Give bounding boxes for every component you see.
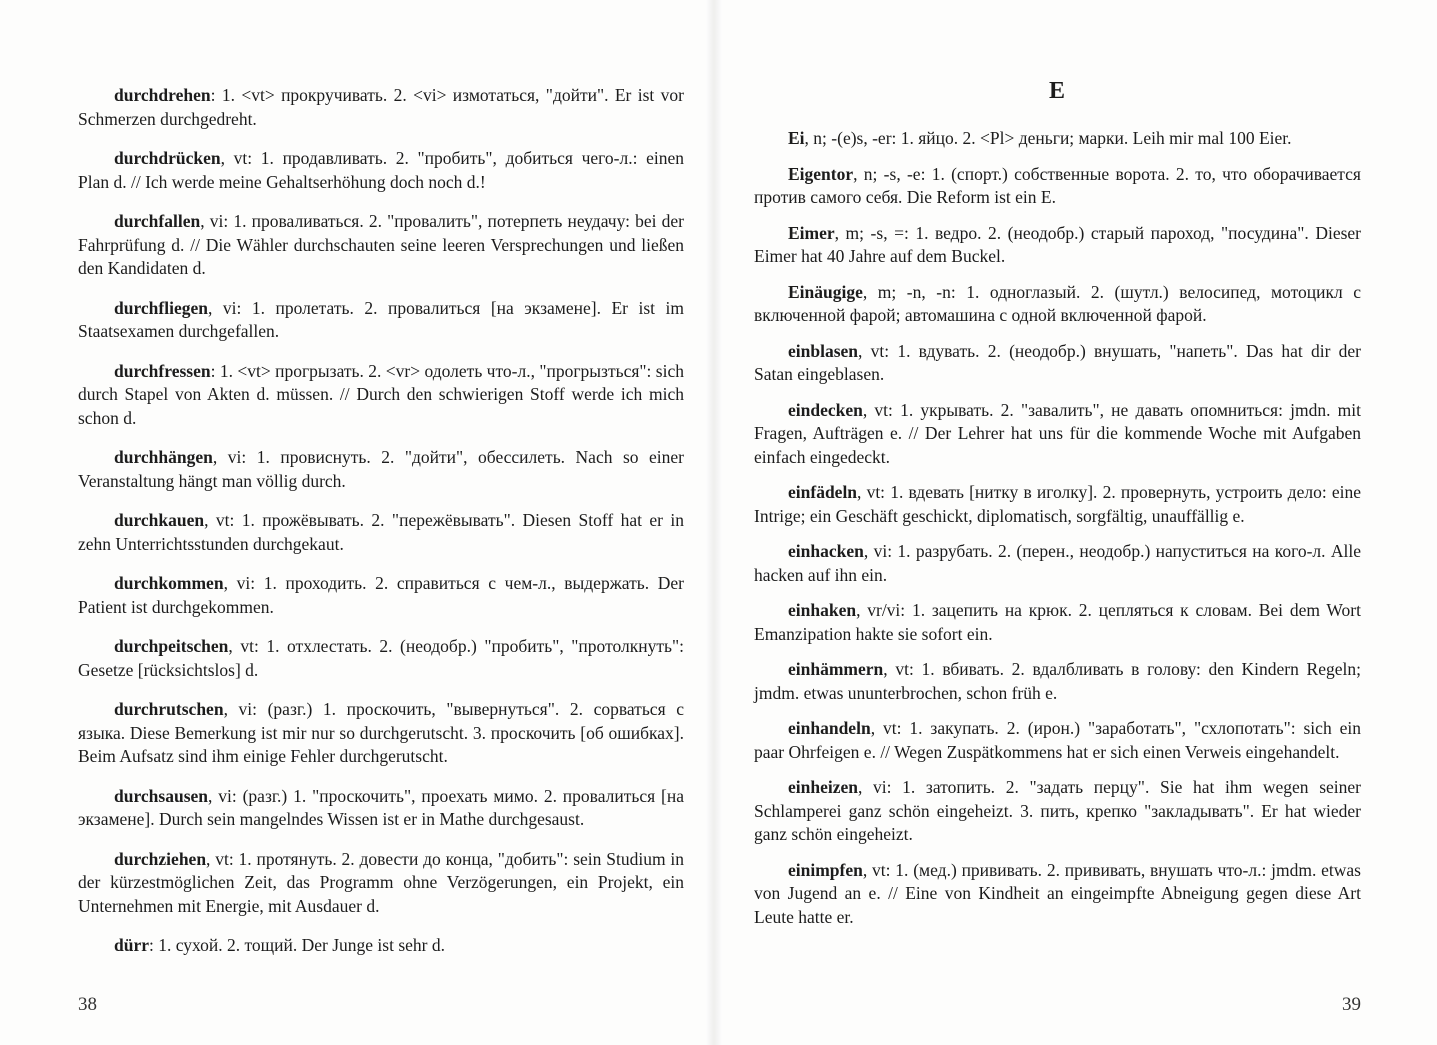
dictionary-entry bbox=[78, 848, 684, 919]
entry-headword: einhaken bbox=[788, 600, 857, 620]
dictionary-entry bbox=[78, 297, 684, 344]
dictionary-entry bbox=[754, 163, 1361, 210]
page-number-left: 38 bbox=[78, 994, 97, 1015]
entry-definition: , vi: (разг.) 1. проскочить, "вывернуться". 2. сорваться с языка. Diese Bemerkung ist mir nur so durchgerutscht. 3. проскочить [об ошибках]. Beim Aufsatz sind ihm einige Fehler durchgerutscht. bbox=[78, 699, 684, 766]
page-number-right: 39 bbox=[1342, 994, 1361, 1015]
entry-definition: , vi: 1. разрубать. 2. (перен., неодобр.) напуститься на кого-л. Alle hacken auf ihn ein. bbox=[754, 541, 1361, 585]
entry-headword: einhacken bbox=[788, 541, 864, 561]
entry-definition: , n; -(e)s, -er: 1. яйцо. 2. <Pl> деньги; марки. Leih mir mal 100 Eier. bbox=[804, 128, 1292, 148]
entry-headword: einhämmern bbox=[788, 659, 884, 679]
entry-headword: einhandeln bbox=[788, 718, 871, 738]
dictionary-entry bbox=[754, 127, 1361, 151]
entry-definition: : 1. <vt> прогрызать. 2. <vr> одолеть что-л., "прогрызться": sich durch Stapel von Akten d. müssen. // Durch den schwierigen Stoff werde ich mich schon d. bbox=[78, 360, 684, 428]
entry-definition: , n; -s, -e: 1. (спорт.) собственные ворота. 2. то, что оборачивается против самого себя. Die Reform ist ein E. bbox=[754, 163, 1361, 207]
entry-definition: , vt: 1. протянуть. 2. довести до конца, "добить": sein Studium in der kürzestmöglichen Zeit, das Programm ohne Verzögerungen, ein Projekt, ein Unternehmen mit Energie, mit Ausdauer d. bbox=[78, 848, 684, 916]
entry-definition: , vt: 1. укрывать. 2. "завалить", не давать опомниться: jmdn. mit Fragen, Aufträgen e. // Der Lehrer hat uns für die kommende Woche mit Aufgaben einfach eingedeckt. bbox=[754, 399, 1361, 467]
entry-headword: durchkommen bbox=[114, 573, 224, 593]
entry-definition: , vr/vi: 1. зацепить на крюк. 2. цепляться к словам. Bei dem Wort Emanzipation hakte sie sofort ein. bbox=[754, 600, 1361, 644]
left-entry-list bbox=[78, 84, 684, 958]
dictionary-entry bbox=[754, 399, 1361, 470]
entry-definition: , m; -n, -n: 1. одноглазый. 2. (шутл.) велосипед, мотоцикл с включенной фарой; автомашина с одной включенной фарой. bbox=[754, 281, 1361, 325]
dictionary-entry bbox=[754, 859, 1361, 930]
entry-headword: durchfliegen bbox=[114, 297, 208, 318]
entry-headword: einheizen bbox=[788, 777, 858, 797]
dictionary-entry bbox=[78, 698, 684, 769]
entry-definition: , vt: 1. (мед.) прививать. 2. прививать, внушать что-л.: jmdm. etwas von Jugend an e. // Eine von Kindheit an eingeimpfte Abneigung gegen diese Art Leute hatte er. bbox=[754, 859, 1361, 927]
dictionary-entry bbox=[754, 717, 1361, 764]
entry-headword: Eimer bbox=[788, 222, 835, 243]
entry-headword: durchpeitschen bbox=[114, 636, 229, 656]
entry-definition: , m; -s, =: 1. ведро. 2. (неодобр.) старый пароход, "посудина". Dieser Eimer hat 40 Jahre auf dem Buckel. bbox=[754, 222, 1361, 266]
dictionary-entry bbox=[78, 635, 684, 682]
dictionary-entry bbox=[78, 210, 684, 281]
dictionary-entry bbox=[754, 340, 1361, 387]
entry-definition: , vt: 1. отхлестать. 2. (неодобр.) "пробить", "протолкнуть": Gesetze [rücksichtslos] d. bbox=[78, 636, 684, 680]
dictionary-entry bbox=[78, 934, 684, 958]
entry-headword: durchziehen bbox=[114, 848, 207, 869]
entry-headword: durchsausen bbox=[114, 785, 209, 806]
dictionary-entry bbox=[78, 509, 684, 556]
entry-definition: , vt: 1. вдувать. 2. (неодобр.) внушать, "напеть". Das hat dir der Satan eingeblasen. bbox=[754, 340, 1361, 384]
entry-headword: eindecken bbox=[788, 399, 863, 420]
entry-definition: , vt: 1. прожёвывать. 2. "пережёвывать". Diesen Stoff hat er in zehn Unterrichtsstunden durchgekaut. bbox=[78, 510, 684, 554]
entry-headword: Eigentor bbox=[788, 163, 854, 184]
dictionary-entry bbox=[78, 785, 684, 832]
right-page bbox=[718, 0, 1437, 1045]
entry-definition: , vt: 1. закупать. 2. (ирон.) "заработать", "схлопотать": sich ein paar Ohrfeigen e. // Wegen Zuspätkommens hat er sich einen Verweis eingehandelt. bbox=[754, 718, 1361, 762]
dictionary-entry bbox=[754, 222, 1361, 269]
entry-definition: : 1. сухой. 2. тощий. Der Junge ist sehr d. bbox=[149, 935, 445, 955]
dictionary-entry bbox=[78, 572, 684, 619]
entry-definition: , vt: 1. вбивать. 2. вдалбливать в голову: den Kindern Regeln; jmdm. etwas ununterbrochen, schon früh e. bbox=[754, 659, 1361, 703]
letter-heading: E bbox=[1048, 78, 1066, 104]
dictionary-entry bbox=[78, 360, 684, 431]
entry-headword: durchrutschen bbox=[114, 699, 224, 719]
entry-headword: Einäugige bbox=[788, 281, 863, 302]
entry-headword: durchdrücken bbox=[114, 148, 221, 168]
dictionary-entry bbox=[78, 84, 684, 131]
entry-definition: , vt: 1. вдевать [нитку в иголку]. 2. провернуть, устроить дело: eine Intrige; ein Geschäft geschickt, diplomatisch, sorgfältig, unauffällig e. bbox=[754, 482, 1361, 526]
entry-headword: Ei bbox=[788, 128, 805, 148]
dictionary-entry bbox=[754, 599, 1361, 646]
entry-definition: , vi: 1. пролетать. 2. провалиться [на экзамене]. Er ist im Staatsexamen durchgefallen. bbox=[78, 297, 684, 341]
right-entry-list bbox=[754, 127, 1361, 929]
entry-headword: durchfressen bbox=[114, 360, 211, 381]
entry-definition: , vt: 1. продавливать. 2. "пробить", добиться чего-л.: einen Plan d. // Ich werde meine Gehaltserhöhung doch noch d.! bbox=[78, 148, 684, 192]
dictionary-entry bbox=[754, 281, 1361, 328]
left-page bbox=[0, 0, 712, 1045]
entry-headword: durchdrehen bbox=[114, 85, 211, 105]
entry-headword: durchhängen bbox=[114, 447, 213, 467]
entry-headword: einfädeln bbox=[788, 482, 858, 502]
dictionary-entry bbox=[754, 540, 1361, 587]
entry-definition: , vi: 1. проходить. 2. справиться с чем-л., выдержать. Der Patient ist durchgekommen. bbox=[78, 573, 684, 617]
entry-definition: , vi: 1. затопить. 2. "задать перцу". Sie hat ihm wegen seiner Schlamperei ganz schön eingeheizt. 3. пить, крепко "закладывать". Er hat wieder ganz schön eingeheizt. bbox=[754, 777, 1361, 844]
entry-headword: einimpfen bbox=[788, 859, 863, 880]
entry-definition: : 1. <vt> прокручивать. 2. <vi> измотаться, "дойти". Er ist vor Schmerzen durchgedreht. bbox=[78, 85, 684, 129]
entry-headword: durchkauen bbox=[114, 510, 205, 530]
dictionary-entry bbox=[754, 481, 1361, 528]
dictionary-entry bbox=[78, 446, 684, 493]
dictionary-entry bbox=[754, 658, 1361, 705]
dictionary-entry bbox=[754, 776, 1361, 847]
entry-definition: , vi: 1. провиснуть. 2. "дойти", обессилеть. Nach so einer Veranstaltung hängt man völlig durch. bbox=[78, 447, 684, 491]
entry-headword: durchfallen bbox=[114, 211, 201, 231]
entry-headword: einblasen bbox=[788, 340, 859, 361]
entry-definition: , vi: (разг.) 1. "проскочить", проехать мимо. 2. провалиться [на экзамене]. Durch sein mangelndes Wissen ist er in Mathe durchgesaust. bbox=[78, 785, 684, 829]
entry-definition: , vi: 1. проваливаться. 2. "провалить", потерпеть неудачу: bei der Fahrprüfung d. // Die Wähler durchschauten seine leeren Versprechungen und ließen den Kandidaten d. bbox=[78, 211, 684, 278]
dictionary-entry bbox=[78, 147, 684, 194]
entry-headword: dürr bbox=[114, 935, 149, 955]
